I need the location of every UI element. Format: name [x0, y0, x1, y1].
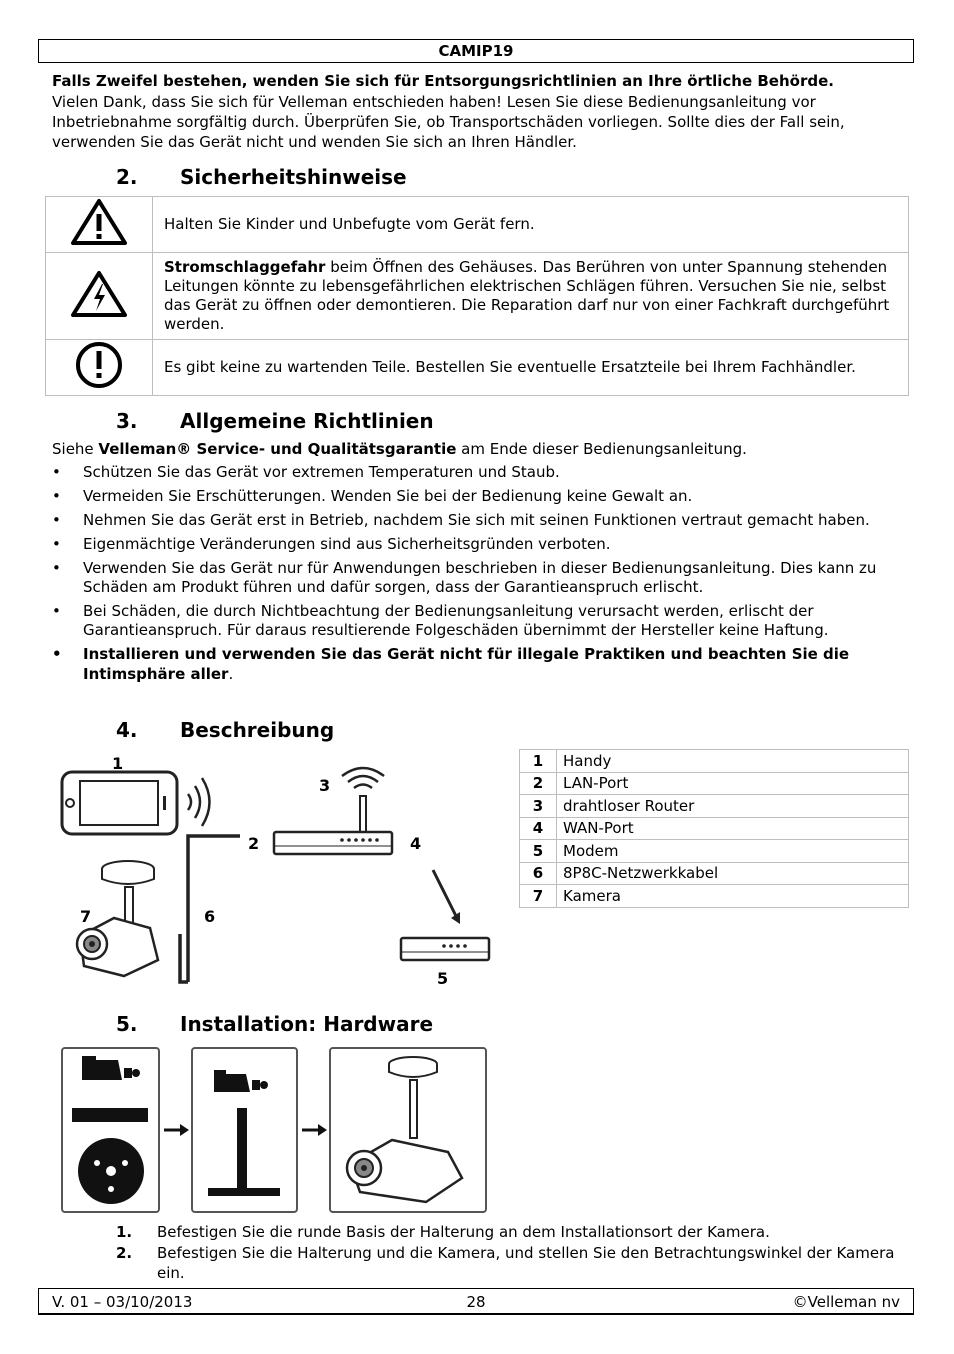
version-date: V. 01 – 03/10/2013 [52, 1293, 193, 1311]
list-item: 2. Befestigen Sie die Halterung und die Kamera, und stellen Sie den Betrachtungswinkel der Kamera ein. [116, 1244, 895, 1282]
safety-row [46, 340, 909, 396]
part-number: 1 [520, 750, 557, 773]
list-item: • Nehmen Sie das Gerät erst in Betrieb, nachdem Sie sich mit seinen Funktionen vertraut gemacht haben. [52, 510, 870, 529]
copyright: ©Velleman nv [792, 1293, 900, 1311]
list-item: • Schützen Sie das Gerät vor extremen Temperaturen und Staub. [52, 463, 560, 481]
diagram-label: 5 [437, 969, 449, 988]
part-name: Handy [557, 750, 909, 773]
list-item: • Installieren und verwenden Sie das Gerät nicht für illegale Praktiken und beachten Sie die Intimsphäre aller. [52, 645, 850, 683]
safety-table [45, 196, 909, 396]
intro-text: Vielen Dank, dass Sie sich für Velleman entschieden haben! Lesen Sie diese Bedienungsanleitung vor Inbetriebnahme sorgfältig durch. Überprüfen Sie, ob Transportschäden vorliegen. Sollte dies der Fall sein, verwenden Sie das Gerät nicht und wenden Sie sich an Ihren Händler. [52, 93, 845, 151]
list-item: • Eigenmächtige Veränderungen sind aus Sicherheitsgründen verboten. [52, 534, 611, 553]
safety-row [46, 197, 909, 253]
table-row [520, 772, 909, 795]
section-number: 5. [116, 1012, 138, 1036]
list-item: • Bei Schäden, die durch Nichtbeachtung der Bedienungsanleitung verursacht werden, erlischt der Garantieanspruch. Für daraus resultierende Folgeschäden übernimmt der Hersteller keine Haftung. [52, 601, 829, 640]
part-name: Modem [557, 840, 909, 863]
safety-text: Es gibt keine zu wartenden Teile. Bestellen Sie eventuelle Ersatzteile bei Ihrem Fachhändler. [153, 340, 909, 396]
part-name: Kamera [557, 885, 909, 908]
phone-icon [62, 772, 210, 834]
router-icon [274, 768, 392, 854]
arrow-right-icon [164, 1124, 189, 1136]
list-item: • Verwenden Sie das Gerät nur für Anwendungen beschrieben in dieser Bedienungsanleitung. Dies kann zu Schäden am Produkt führen und dafür sorgen, dass der Garantieanspruch erlischt. [52, 558, 877, 597]
warning-triangle-icon [46, 197, 153, 253]
part-number: 7 [520, 885, 557, 908]
section-title: Allgemeine Richtlinien [180, 409, 434, 433]
section-3-heading [52, 409, 852, 435]
mount-base-illustration [62, 1048, 159, 1212]
section-2-heading [52, 165, 852, 191]
diagram-label: 3 [319, 776, 331, 795]
page-number: 28 [466, 1293, 486, 1311]
safety-text: Stromschlaggefahr beim Öffnen des Gehäuses. Das Berühren von unter Spannung stehenden Leitungen könnte zu lebensgefährlichen elektrischen Schlägen führen. Versuchen Sie nie, selbst das Gerät zu öffnen oder demontieren. Die Reparation darf nur von einer Fachkraft durchgeführt werden. [153, 253, 909, 340]
disposal-notice: Falls Zweifel bestehen, wenden Sie sich für Entsorgungsrichtlinien an Ihre örtliche Behörde. [52, 72, 834, 90]
part-number: 3 [520, 795, 557, 818]
part-number: 2 [520, 772, 557, 795]
part-number: 6 [520, 862, 557, 885]
network-diagram [52, 748, 502, 993]
section-number: 2. [116, 165, 138, 189]
list-item: 1. Befestigen Sie die runde Basis der Halterung an dem Installationsort der Kamera. [116, 1223, 770, 1241]
mount-pole-illustration [192, 1048, 297, 1212]
table-row [520, 817, 909, 840]
part-name: LAN-Port [557, 772, 909, 795]
diagram-label: 2 [248, 834, 260, 853]
diagram-label: 6 [204, 907, 216, 926]
diagram-label: 7 [80, 907, 92, 926]
table-row [520, 840, 909, 863]
part-number: 4 [520, 817, 557, 840]
section-title: Sicherheitshinweise [180, 165, 407, 189]
arrow-right-icon [302, 1124, 327, 1136]
part-name: 8P8C-Netzwerkkabel [557, 862, 909, 885]
table-row [520, 885, 909, 908]
safety-row [46, 253, 909, 340]
see-warranty-line: Siehe Velleman® Service- und Qualitätsgarantie am Ende dieser Bedienungsanleitung. [52, 440, 747, 458]
table-row [520, 795, 909, 818]
section-4-heading [52, 718, 852, 744]
modem-icon [401, 938, 489, 960]
section-number: 3. [116, 409, 138, 433]
table-row [520, 862, 909, 885]
part-name: WAN-Port [557, 817, 909, 840]
arrow-icon [433, 870, 460, 924]
diagram-label: 4 [410, 834, 422, 853]
section-title: Beschreibung [180, 718, 335, 742]
part-name: drahtloser Router [557, 795, 909, 818]
section-number: 4. [116, 718, 138, 742]
diagram-label: 1 [112, 754, 124, 773]
section-5-heading [52, 1012, 852, 1038]
part-number: 5 [520, 840, 557, 863]
list-item: • Vermeiden Sie Erschütterungen. Wenden Sie bei der Bedienung keine Gewalt an. [52, 486, 693, 505]
mounted-camera-illustration [330, 1048, 486, 1212]
exclamation-circle-icon [46, 340, 153, 396]
table-row [520, 750, 909, 773]
safety-text: Halten Sie Kinder und Unbefugte vom Gerät fern. [153, 197, 909, 253]
installation-figures [60, 1046, 490, 1216]
guidelines-list [52, 463, 902, 689]
electric-shock-triangle-icon [46, 253, 153, 340]
installation-steps [116, 1222, 906, 1284]
header-model: CAMIP19 [38, 39, 914, 63]
parts-table [519, 749, 909, 908]
page-footer [38, 1288, 914, 1315]
section-title: Installation: Hardware [180, 1012, 434, 1036]
